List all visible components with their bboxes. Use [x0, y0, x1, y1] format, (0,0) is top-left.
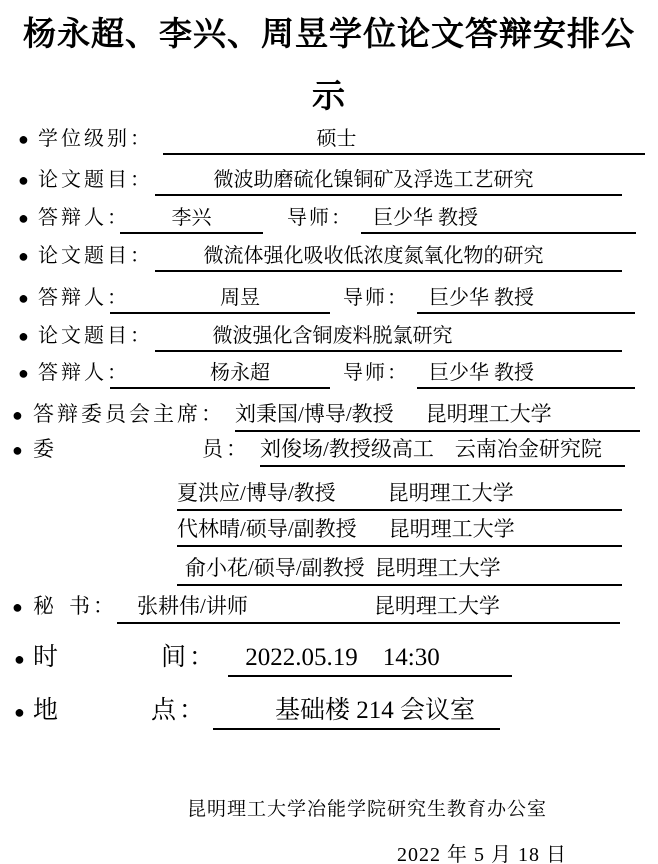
- thesis-1-title: 微波助磨硫化镍铜矿及浮选工艺研究: [155, 163, 622, 196]
- advisor-3-label: 导师：: [343, 362, 409, 384]
- field-row-defender-1: [0, 201, 658, 234]
- advisor-3-name: 巨少华 教授: [417, 356, 635, 389]
- thesis-3-title: 微波强化含铜废料脱氯研究: [155, 319, 622, 352]
- page-title-line1: 杨永超、李兴、周昱学位论文答辩安排公: [23, 15, 635, 52]
- field-row-secretary: [0, 590, 658, 624]
- degree-value: 硕士: [163, 122, 645, 155]
- member-1-value: [260, 433, 625, 467]
- member-4-person: 俞小花/硕导/副教授: [185, 556, 365, 580]
- field-row-thesis-2: [0, 239, 658, 272]
- member-2-person: 夏洪应/博导/教授: [177, 481, 336, 505]
- secretary-person: 张耕伟/讲师: [137, 594, 248, 618]
- field-row-member-2: [0, 477, 658, 511]
- defender-1-name: 李兴: [120, 201, 263, 234]
- field-row-member-3: [0, 513, 658, 547]
- footer-date: 2022 年 5 月 18 日: [397, 844, 567, 864]
- defender-2-label: 答辩人：: [38, 287, 130, 309]
- field-row-time: [0, 637, 658, 677]
- bullet-icon: ●: [18, 363, 29, 383]
- time-label: 时 间：: [33, 644, 217, 671]
- member-2-value: [177, 477, 622, 511]
- field-row-member-4: [0, 552, 658, 586]
- bullet-icon: ●: [12, 597, 23, 617]
- page-title-line2: 示: [312, 77, 346, 114]
- secretary-value: [117, 590, 620, 624]
- field-row-thesis-3: [0, 319, 658, 352]
- advisor-1-name: 巨少华 教授: [361, 201, 636, 234]
- thesis-2-label: 论文题目：: [38, 245, 153, 267]
- advisor-1-label: 导师：: [287, 207, 353, 229]
- bullet-icon: ●: [12, 405, 23, 425]
- defender-3-name: 杨永超: [110, 356, 330, 389]
- advisor-2-name: 巨少华 教授: [417, 281, 635, 314]
- place-label: 地 点：: [33, 697, 207, 724]
- member-3-org: 昆明理工大学: [388, 517, 515, 541]
- thesis-2-title: 微流体强化吸收低浓度氮氧化物的研究: [155, 239, 622, 272]
- chair-value: [235, 398, 640, 432]
- advisor-2-label: 导师：: [343, 287, 409, 309]
- field-row-defender-3: [0, 356, 658, 389]
- secretary-org: 昆明理工大学: [373, 594, 500, 618]
- bullet-icon: ●: [18, 129, 29, 149]
- member-1-org: 云南冶金研究院: [454, 437, 602, 461]
- bullet-icon: ●: [18, 208, 29, 228]
- bullet-icon: ●: [18, 246, 29, 266]
- member-4-org: 昆明理工大学: [374, 556, 501, 580]
- field-row-member-1: [0, 433, 658, 467]
- member-1-person: 刘俊场/教授级高工: [260, 437, 434, 461]
- chair-person: 刘秉国/博导/教授: [235, 402, 394, 426]
- field-row-thesis-1: [0, 163, 658, 196]
- degree-label: 学位级别：: [38, 128, 153, 150]
- chair-label: 答辩委员会主席：: [33, 402, 225, 426]
- secretary-label: 秘 书：: [33, 594, 117, 618]
- bullet-icon: ●: [14, 702, 25, 722]
- field-row-defender-2: [0, 281, 658, 314]
- member-4-value: [177, 552, 622, 586]
- bullet-icon: ●: [12, 440, 23, 460]
- member-3-value: [177, 513, 622, 547]
- members-label: 委 员：: [33, 437, 250, 461]
- bullet-icon: ●: [18, 326, 29, 346]
- bullet-icon: ●: [14, 649, 25, 669]
- field-row-degree: [0, 122, 658, 155]
- defender-3-label: 答辩人：: [38, 362, 130, 384]
- defender-1-label: 答辩人：: [38, 207, 130, 229]
- thesis-3-label: 论文题目：: [38, 325, 153, 347]
- field-row-chair: [0, 398, 658, 432]
- chair-org: 昆明理工大学: [425, 402, 552, 426]
- place-value: 基础楼 214 会议室: [213, 690, 500, 730]
- thesis-1-label: 论文题目：: [38, 169, 153, 191]
- time-value: 2022.05.19 14:30: [228, 637, 512, 677]
- defender-2-name: 周昱: [110, 281, 330, 314]
- footer-office: 昆明理工大学冶能学院研究生教育办公室: [186, 799, 547, 820]
- member-3-person: 代林晴/硕导/副教授: [177, 517, 357, 541]
- bullet-icon: ●: [18, 288, 29, 308]
- field-row-place: [0, 690, 658, 730]
- member-2-org: 昆明理工大学: [387, 481, 514, 505]
- bullet-icon: ●: [18, 170, 29, 190]
